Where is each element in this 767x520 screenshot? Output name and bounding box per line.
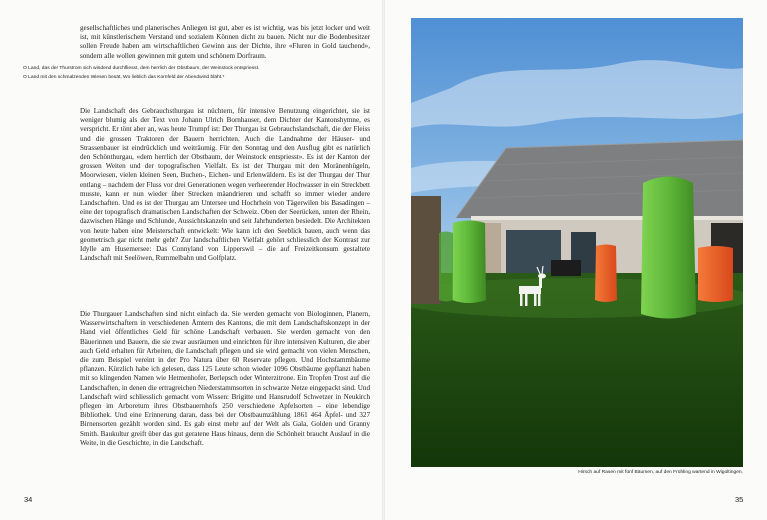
wrapped-tree-orange — [595, 245, 617, 303]
intro-paragraph: gesellschaftliches und planerisches Anliegen ist gut, aber es ist wichtig, was bis jetzt locker und weit ist, mit künstlerischem Verstand und sozialem Können dicht zu bauen. Nicht nur die Bodenbesitzer sollen Freude haben am wirtschaftlichen Gewinn aus der Dichte, ihre «Fluren in Gold tauchend», sondern alle wollen gewinnen mit gutem und schönem Dorfraum. — [80, 24, 370, 60]
page-number-right: 35 — [735, 495, 744, 504]
wrapped-tree-green-large — [641, 177, 696, 319]
body-paragraph-landscape: Die Landschaft des Gebrauchsthurgau ist nüchtern, für intensive Benutzung eingerichtet, sie ist weniger blumig als der Text von Johann Ulrich Bornhauser, dem Dichter der Kantonshymne, es verspricht. Er tönt aber an, was heute Trumpf ist: Der Thurgau ist Gebrauchslandschaft, die der Fleiss und die grossen Traktoren der Bauern herrichten. Auch die Landnahme der Häuser- und Strassenbauer ist eindrücklich und weiträumig. Für den Sonntag und den Ausflug gibt es natürlich den Schönthurgau, «dem herrlich der Obstbaum, der Weinstock entspriesst». Es ist der Kanton der grossen Weiten und der topografischen Vielfalt. Es ist der Thurgau mit den Moränenhügeln, Moorwiesen, vielen kleinen Seen, Buchen-, Eichen- und Erlenwäldern. Es ist der Thurgau der Thur entlang – nachdem der Fluss vor drei Generationen wegen verheerender Hochwasser in ein Streckbett musste, kann er nun wieder über Strecken mäandrieren und schafft so immer wieder andere Landschaften. Und es ist der Thurgau am Untersee und Hochrhein von Tägerwilen bis Basadingen – eine der topografisch dramatischen Landschaften der Schweiz. Oben der Seerücken, unten der Rhein, dazwischen Hänge und Schlunde, Aussichtskanzeln und seit Jahrhunderten besiedelt. Die Architekten von heute haben eine Meisterschaft entwickelt: Wie kann ich den Seeblick bauen, auch wenn das geometrisch gar nicht mehr geht? Zur landschaftlichen Vielfalt gehört schliesslich der Kontrast zur Idylle am Husemersee: Das Connyland von Lipperswil – die auf Freizeitkonsum gestaltete Landschaft mit Seelöwen, Rummelbahn und Golfplatz. — [80, 107, 370, 263]
garden-photograph — [411, 18, 743, 467]
body-paragraph-makers: Die Thurgauer Landschaften sind nicht einfach da. Sie werden gemacht von Biologinnen, Planern, Wasserwirtschaftern in verschiedenen Ämtern des Kantons, die mit dem Landschaftskonzept in der Hand viel öffentliches Geld für schöne Landschaft verbauen. Sie werden gemacht von den Bäuerinnen und Bauern, die sie zwar ausräumen und einrichten für ihre intensiven Kulturen, die aber auch Geld erhalten für Arbeiten, die Landschaft pflegen und sie wird gemacht von vielen Menschen, die zum Beispiel vereint in der Pro Natura über 60 Reservate pflegen. Und Hochstammbäume pflanzen. Kürzlich habe ich gelesen, dass 125 Leute schon wieder 1096 Obstbäume gepflanzt haben mit so klingenden Namen wie Hetmenhofer, Berlepsch oder Winterzitrone. Ein Tropfen Trost auf die Landschaften, in denen die ertragreichen Niederstammsorten in schwarze Netze eingepackt sind. Und Landschaft wird schliesslich gemacht vom Wissen: Brigitte und Hansrudolf Schwetzer in Neukirch pflegen im Arboretum ihres Obstbauernhofs 250 verschiedene Apfelsorten – eine lebendige Bibliothek. Und eine Erinnerung daran, dass bei der Obstbaumzählung 1861 464 Äpfel- und 327 Birnensorten gezählt worden sind. Es gab einst mehr auf der Welt als Gala, Golden und Granny Smith. Baukultur greift über das gut geratene Haus hinaus, denn die Schönheit braucht Auslauf in die Weite, in die Geschichte, in die Landschaft. — [80, 310, 370, 447]
wrapped-tree-orange-right — [698, 246, 733, 302]
hymn-quote-line-2: O Land mit den schmalzenden Wiesen besät, Wo lieblich das Kornfeld der Abendwind bläht.* — [23, 75, 225, 80]
page-number-left: 34 — [24, 495, 33, 504]
wrapped-tree-green — [452, 221, 486, 304]
book-gutter — [382, 0, 385, 520]
hymn-quote-line-1: O Land, das der Thurstrom sich windend durchfliesst, dem herrlich der Obstbaum, der Weinstock entspriesst. — [23, 66, 260, 71]
photo-caption: Hirsch auf Rasen mit fünf Bäumen, auf den Frühling wartend in Wigoltingen. — [578, 470, 743, 475]
